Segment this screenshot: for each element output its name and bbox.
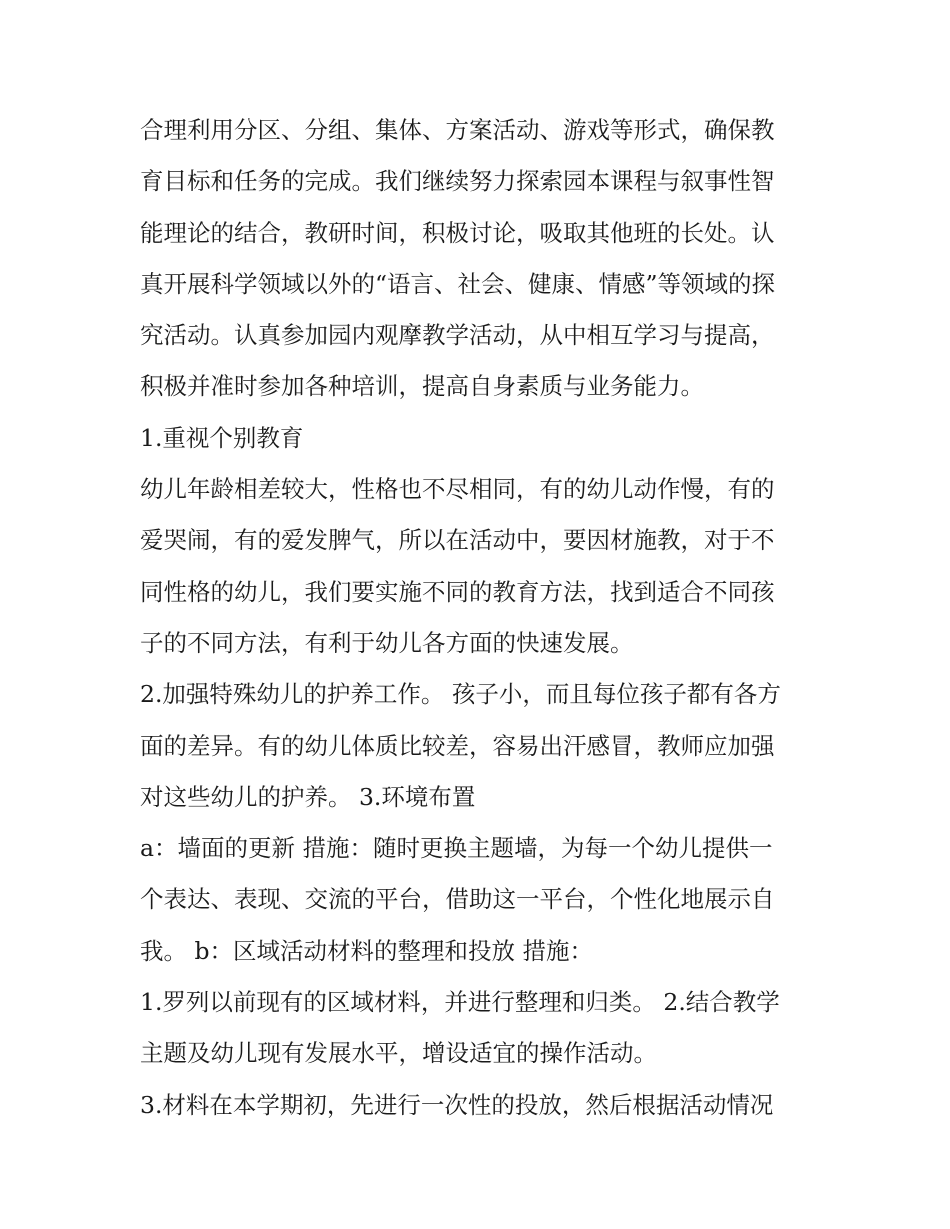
text-line: 能理论的结合，教研时间，积极讨论，吸取其他班的长处。认 bbox=[140, 218, 775, 247]
text-line: 面的差异。有的幼儿体质比较差，容易出汗感冒，教师应加强 bbox=[140, 731, 775, 760]
text-line: 2.加强特殊幼儿的护养工作。 孩子小，而且每位孩子都有各方 bbox=[140, 680, 781, 709]
body-text bbox=[140, 105, 820, 1131]
text-line: 子的不同方法，有利于幼儿各方面的快速发展。 bbox=[140, 628, 634, 657]
text-line: 主题及幼儿现有发展水平，增设适宜的操作活动。 bbox=[140, 1039, 657, 1068]
text-line: 个表达、表现、交流的平台，借助这一平台，个性化地展示自 bbox=[140, 885, 775, 914]
text-line: 合理利用分区、分组、集体、方案活动、游戏等形式，确保教 bbox=[140, 116, 775, 144]
text-line: 对这些幼儿的护养。 3.环境布置 bbox=[140, 782, 476, 811]
text-line: 同性格的幼儿，我们要实施不同的教育方法，找到适合不同孩 bbox=[140, 577, 775, 606]
text-line: 真开展科学领域以外的“语言、社会、健康、情感”等领域的探 bbox=[140, 269, 776, 298]
text-line: 积极并准时参加各种培训，提高自身素质与业务能力。 bbox=[140, 372, 704, 401]
text-line: 幼儿年龄相差较大，性格也不尽相同，有的幼儿动作慢，有的 bbox=[140, 475, 775, 504]
text-line: a：墙面的更新 措施：随时更换主题墙，为每一个幼儿提供一 bbox=[140, 834, 773, 863]
text-line: 我。 b：区域活动材料的整理和投放 措施： bbox=[140, 936, 593, 965]
text-line: 育目标和任务的完成。我们继续努力探索园本课程与叙事性智 bbox=[140, 167, 775, 196]
text-line: 究活动。认真参加园内观摩教学活动，从中相互学习与提高， bbox=[140, 321, 775, 350]
text-line: 3.材料在本学期初，先进行一次性的投放，然后根据活动情况 bbox=[140, 1090, 774, 1119]
text-line: 爱哭闹，有的爱发脾气，所以在活动中，要因材施教，对于不 bbox=[140, 526, 775, 555]
section-heading: 1.重视个别教育 bbox=[140, 423, 304, 452]
text-line: 1.罗列以前现有的区域材料，并进行整理和归类。 2.结合教学 bbox=[140, 988, 780, 1017]
